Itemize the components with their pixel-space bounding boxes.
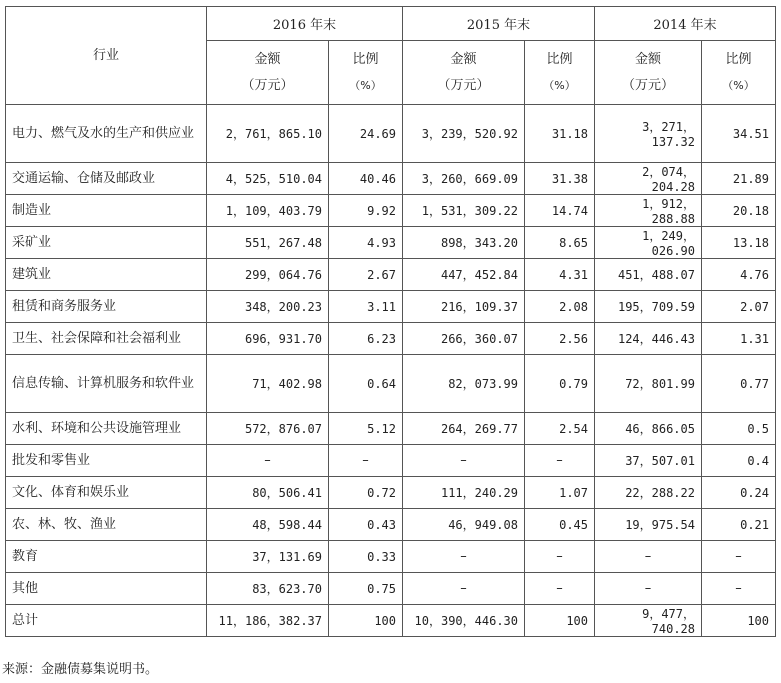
- amount-cell: 37，131.69: [207, 541, 329, 573]
- table-row: [6, 355, 776, 413]
- ratio-cell: 6.23: [329, 323, 403, 355]
- amount-cell: 46，949.08: [403, 509, 525, 541]
- ratio-cell: 24.69: [329, 105, 403, 163]
- ratio-cell: 0.4: [702, 445, 776, 477]
- ratio-cell: 40.46: [329, 163, 403, 195]
- ratio-cell: 31.18: [525, 105, 595, 163]
- ratio-cell: 100: [525, 605, 595, 637]
- table-row: [6, 605, 776, 637]
- amount-cell: 9，477，740.28: [595, 605, 702, 637]
- amount-cell: 898，343.20: [403, 227, 525, 259]
- industry-cell: 总计: [6, 605, 207, 637]
- industry-cell: 农、林、牧、渔业: [6, 509, 207, 541]
- ratio-unit: （%）: [349, 78, 382, 92]
- amount-cell: 1，912，288.88: [595, 195, 702, 227]
- source-note: 来源：金融债募集说明书。: [2, 662, 159, 677]
- ratio-cell: 100: [329, 605, 403, 637]
- amount-cell: 11，186，382.37: [207, 605, 329, 637]
- amount-cell: 299，064.76: [207, 259, 329, 291]
- ratio-cell: 13.18: [702, 227, 776, 259]
- year-header: 2016 年末: [207, 7, 403, 41]
- amount-cell: –: [403, 573, 525, 605]
- ratio-unit: （%）: [722, 78, 755, 92]
- table-row: [6, 509, 776, 541]
- table-row: [6, 163, 776, 195]
- amount-cell: 80，506.41: [207, 477, 329, 509]
- ratio-cell: 0.75: [329, 573, 403, 605]
- ratio-cell: 4.31: [525, 259, 595, 291]
- ratio-cell: 2.08: [525, 291, 595, 323]
- amount-header: [595, 41, 702, 105]
- ratio-header: [525, 41, 595, 105]
- amount-header: [207, 41, 329, 105]
- amount-cell: –: [207, 445, 329, 477]
- amount-cell: 72，801.99: [595, 355, 702, 413]
- amount-cell: 264，269.77: [403, 413, 525, 445]
- amount-unit: （万元）: [437, 77, 490, 93]
- amount-label: 金额: [634, 51, 661, 67]
- ratio-cell: –: [329, 445, 403, 477]
- ratio-cell: 0.64: [329, 355, 403, 413]
- industry-cell: 电力、燃气及水的生产和供应业: [6, 105, 207, 163]
- table-row: [6, 105, 776, 163]
- industry-cell: 信息传输、计算机服务和软件业: [6, 355, 207, 413]
- industry-cell: 制造业: [6, 195, 207, 227]
- amount-cell: 82，073.99: [403, 355, 525, 413]
- amount-unit: （万元）: [241, 77, 294, 93]
- table-row: [6, 323, 776, 355]
- ratio-cell: 0.72: [329, 477, 403, 509]
- ratio-cell: –: [525, 573, 595, 605]
- ratio-cell: 0.33: [329, 541, 403, 573]
- ratio-cell: 9.92: [329, 195, 403, 227]
- ratio-cell: 4.93: [329, 227, 403, 259]
- industry-cell: 其他: [6, 573, 207, 605]
- industry-cell: 租赁和商务服务业: [6, 291, 207, 323]
- ratio-cell: 2.56: [525, 323, 595, 355]
- amount-cell: 124，446.43: [595, 323, 702, 355]
- industry-cell: 文化、体育和娱乐业: [6, 477, 207, 509]
- ratio-cell: 14.74: [525, 195, 595, 227]
- ratio-cell: 4.76: [702, 259, 776, 291]
- amount-cell: 1，531，309.22: [403, 195, 525, 227]
- ratio-cell: 8.65: [525, 227, 595, 259]
- amount-cell: 83，623.70: [207, 573, 329, 605]
- table-row: [6, 291, 776, 323]
- amount-cell: 195，709.59: [595, 291, 702, 323]
- amount-cell: –: [403, 445, 525, 477]
- amount-cell: 48，598.44: [207, 509, 329, 541]
- amount-cell: 551，267.48: [207, 227, 329, 259]
- amount-cell: 2，761，865.10: [207, 105, 329, 163]
- industry-header: 行业: [6, 7, 207, 105]
- year-header: 2015 年末: [403, 7, 595, 41]
- table-row: [6, 541, 776, 573]
- ratio-cell: 2.54: [525, 413, 595, 445]
- amount-cell: 46，866.05: [595, 413, 702, 445]
- industry-cell: 批发和零售业: [6, 445, 207, 477]
- amount-cell: 2，074，204.28: [595, 163, 702, 195]
- amount-cell: 216，109.37: [403, 291, 525, 323]
- industry-cell: 水利、环境和公共设施管理业: [6, 413, 207, 445]
- year-header: 2014 年末: [595, 7, 776, 41]
- amount-cell: –: [595, 541, 702, 573]
- ratio-cell: 0.79: [525, 355, 595, 413]
- table-row: [6, 445, 776, 477]
- amount-cell: 19，975.54: [595, 509, 702, 541]
- ratio-cell: 5.12: [329, 413, 403, 445]
- table-row: [6, 477, 776, 509]
- amount-cell: 71，402.98: [207, 355, 329, 413]
- table-row: [6, 195, 776, 227]
- ratio-cell: 2.07: [702, 291, 776, 323]
- amount-cell: 266，360.07: [403, 323, 525, 355]
- table-row: [6, 259, 776, 291]
- amount-label: 金额: [254, 51, 281, 67]
- amount-cell: 696，931.70: [207, 323, 329, 355]
- ratio-cell: –: [702, 573, 776, 605]
- amount-cell: 37，507.01: [595, 445, 702, 477]
- ratio-unit: （%）: [543, 78, 576, 92]
- ratio-cell: 3.11: [329, 291, 403, 323]
- ratio-header: [329, 41, 403, 105]
- industry-cell: 交通运输、仓储及邮政业: [6, 163, 207, 195]
- ratio-cell: –: [525, 445, 595, 477]
- table-row: [6, 413, 776, 445]
- table-row: [6, 227, 776, 259]
- ratio-cell: –: [702, 541, 776, 573]
- ratio-cell: 0.77: [702, 355, 776, 413]
- amount-header: [403, 41, 525, 105]
- amount-cell: –: [595, 573, 702, 605]
- ratio-cell: 21.89: [702, 163, 776, 195]
- ratio-cell: 20.18: [702, 195, 776, 227]
- table-row: [6, 573, 776, 605]
- amount-unit: （万元）: [621, 77, 674, 93]
- ratio-cell: 31.38: [525, 163, 595, 195]
- amount-cell: 3，239，520.92: [403, 105, 525, 163]
- amount-cell: 10，390，446.30: [403, 605, 525, 637]
- amount-cell: 451，488.07: [595, 259, 702, 291]
- amount-cell: 1，249，026.90: [595, 227, 702, 259]
- amount-cell: 4，525，510.04: [207, 163, 329, 195]
- amount-cell: 111，240.29: [403, 477, 525, 509]
- ratio-cell: 1.31: [702, 323, 776, 355]
- amount-label: 金额: [450, 51, 477, 67]
- ratio-cell: 0.5: [702, 413, 776, 445]
- ratio-cell: 34.51: [702, 105, 776, 163]
- ratio-cell: 0.43: [329, 509, 403, 541]
- ratio-cell: 0.45: [525, 509, 595, 541]
- ratio-label: 比例: [546, 51, 573, 67]
- amount-cell: 1，109，403.79: [207, 195, 329, 227]
- amount-cell: 447，452.84: [403, 259, 525, 291]
- amount-cell: 572，876.07: [207, 413, 329, 445]
- ratio-cell: –: [525, 541, 595, 573]
- amount-cell: 3，260，669.09: [403, 163, 525, 195]
- ratio-cell: 0.24: [702, 477, 776, 509]
- amount-cell: –: [403, 541, 525, 573]
- amount-cell: 22，288.22: [595, 477, 702, 509]
- ratio-cell: 0.21: [702, 509, 776, 541]
- industry-cell: 教育: [6, 541, 207, 573]
- ratio-label: 比例: [352, 51, 379, 67]
- amount-cell: 3，271，137.32: [595, 105, 702, 163]
- industry-cell: 采矿业: [6, 227, 207, 259]
- ratio-header: [702, 41, 776, 105]
- industry-cell: 建筑业: [6, 259, 207, 291]
- ratio-cell: 1.07: [525, 477, 595, 509]
- industry-cell: 卫生、社会保障和社会福利业: [6, 323, 207, 355]
- ratio-cell: 100: [702, 605, 776, 637]
- industry-loan-table: [5, 6, 776, 637]
- ratio-label: 比例: [725, 51, 752, 67]
- ratio-cell: 2.67: [329, 259, 403, 291]
- amount-cell: 348，200.23: [207, 291, 329, 323]
